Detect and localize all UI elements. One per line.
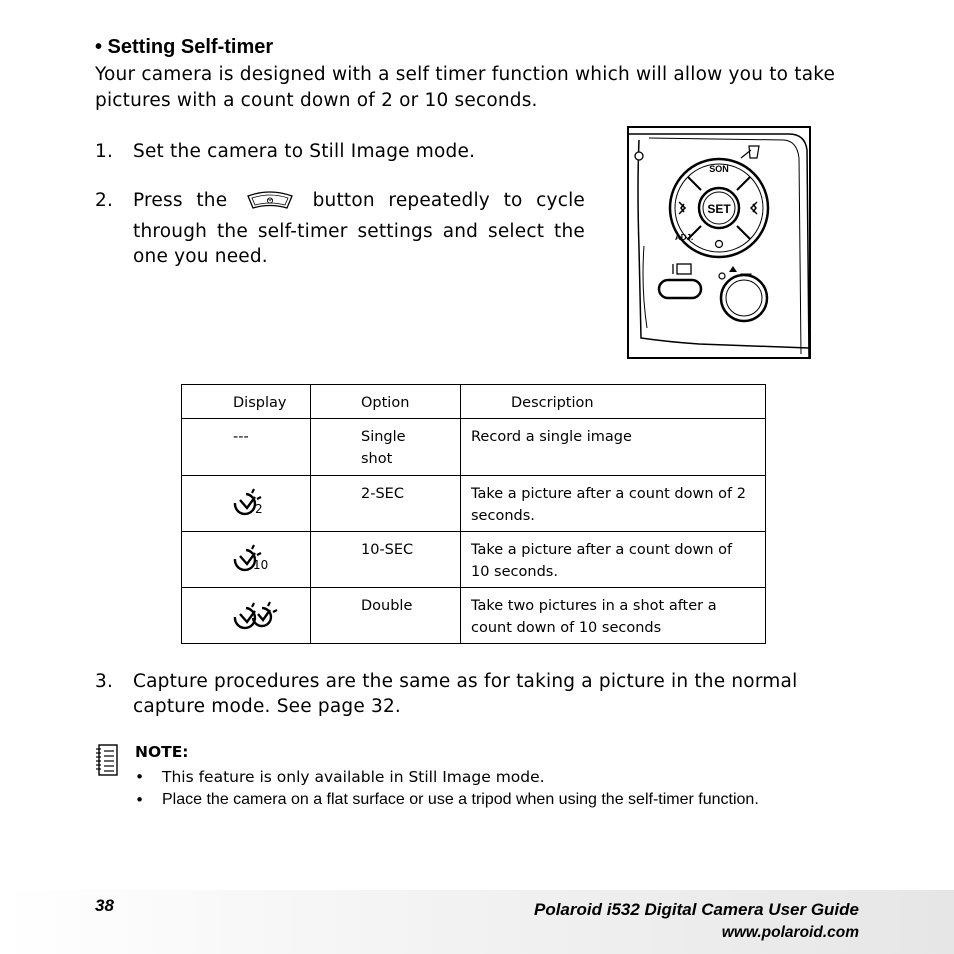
bullet-dot: • — [135, 791, 145, 809]
note-bullet — [135, 766, 835, 788]
guide-title: Polaroid i532 Digital Camera User Guide — [533, 900, 859, 919]
description-cell: Take two pictures in a shot after a count down of 10 seconds — [471, 598, 717, 636]
step-number: 1. — [95, 141, 114, 162]
description-cell: Record a single image — [471, 429, 632, 445]
description-cell: Take a picture after a count down of 2 seconds. — [471, 486, 746, 524]
table-row — [182, 588, 766, 644]
option-cell: 10-SEC — [361, 542, 414, 558]
table-row — [182, 419, 766, 476]
step-text — [133, 188, 585, 269]
son-label: SON — [709, 164, 729, 174]
table-row — [182, 476, 766, 532]
notepad-icon — [95, 743, 119, 777]
header-option: Option — [311, 385, 461, 419]
option-cell: Double — [361, 598, 413, 614]
step-1 — [95, 139, 615, 165]
option-cell: 2-SEC — [361, 486, 404, 502]
bullet-text: Place the camera on a flat surface or use a tripod when using the self-timer function. — [162, 791, 759, 808]
table-header-row — [182, 385, 766, 419]
step-number: 3. — [95, 671, 114, 692]
footer-url: www.polaroid.com — [721, 924, 859, 941]
description-cell: Take a picture after a count down of 10 seconds. — [471, 542, 733, 580]
step-text-before: Press the — [133, 190, 228, 211]
bullet-dot: • — [135, 768, 145, 786]
camera-back-illustration — [627, 126, 811, 359]
adj-label: ADJ. — [675, 233, 694, 242]
set-label: SET — [707, 202, 731, 216]
note-label: NOTE: — [135, 743, 189, 761]
intro-paragraph: Your camera is designed with a self timer function which will allow you to take pictures with a count down of 2 or 10 seconds. — [95, 64, 836, 111]
header-description: Description — [461, 385, 766, 419]
self-timer-options-table — [181, 384, 766, 644]
page-number: 38 — [95, 896, 114, 915]
display-cell: --- — [233, 429, 249, 445]
self-timer-double-icon — [182, 588, 310, 638]
self-timer-button-icon — [245, 190, 295, 219]
section-heading: • Setting Self-timer — [95, 36, 274, 58]
bullet-text: This feature is only available in Still Image mode. — [162, 768, 545, 786]
step-number: 2. — [95, 190, 114, 211]
step-2 — [95, 188, 585, 268]
option-cell: Single shot — [361, 429, 406, 467]
step-3 — [95, 669, 875, 723]
step-text: Capture procedures are the same as for taking a picture in the normal capture mode. See page 32. — [133, 671, 798, 717]
step-text-after: button repeatedly to cycle through the self-timer settings and select the one you need. — [133, 190, 585, 267]
header-display: Display — [182, 385, 311, 419]
step-text: Set the camera to Still Image mode. — [133, 141, 476, 162]
note-bullet — [135, 789, 895, 811]
self-timer-2-icon — [182, 476, 310, 526]
timer-number: 10 — [253, 558, 269, 572]
timer-number: 2 — [255, 502, 263, 516]
table-row — [182, 532, 766, 588]
self-timer-10-icon — [182, 532, 310, 582]
